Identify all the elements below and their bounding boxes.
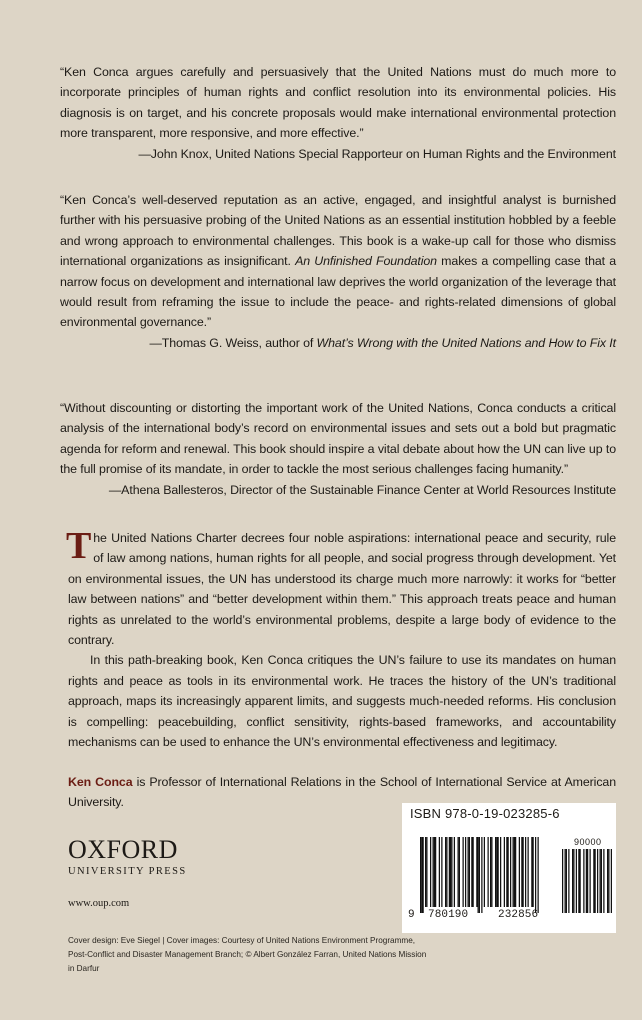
- barcode-bar: [519, 837, 520, 907]
- addon-bar: [576, 849, 577, 913]
- barcode-bar: [514, 837, 515, 907]
- barcode-bar: [521, 837, 522, 907]
- drop-cap: T: [66, 525, 92, 567]
- publisher-subtitle: UNIVERSITY PRESS: [68, 866, 187, 877]
- barcode-bar: [508, 837, 509, 907]
- barcode-bar: [454, 837, 455, 907]
- addon-bar: [601, 849, 602, 913]
- blurb-text: “Without discounting or distorting the important work of the United Nations, Conca conducts a critical analysis of the international body’s record on environmental issues and sets out a bold but pragmatic agenda for reform and renewal. This book should inspire a vital debate about how the UN can live up to the full promise of its mandate, in order to tackle the most serious challenges facing humanity.”: [60, 401, 616, 477]
- barcode-bar: [538, 837, 539, 913]
- book-title: An Unfinished Foundation: [295, 254, 437, 269]
- barcode-bar: [504, 837, 505, 907]
- barcode-bar: [479, 837, 480, 913]
- barcode-bar: [535, 837, 536, 913]
- barcode-bar: [490, 837, 491, 907]
- barcode-bar: [500, 837, 501, 907]
- author-bio-text: is Professor of International Relations in the School of International Service at American University.: [68, 775, 616, 810]
- barcode-bar: [425, 837, 426, 907]
- barcode-bar: [430, 837, 431, 907]
- addon-bar: [580, 849, 581, 913]
- attribution-book-title: What’s Wrong with the United Nations and How to Fix It: [316, 335, 616, 350]
- addon-bar: [573, 849, 574, 913]
- barcode-bar: [484, 837, 485, 907]
- barcode-bar: [423, 837, 424, 913]
- barcode-bar: [465, 837, 466, 907]
- barcode-bar: [471, 837, 472, 907]
- addon-bar: [562, 849, 563, 913]
- publisher-name: OXFORD: [68, 835, 178, 864]
- barcode-digit-first: 9: [408, 909, 415, 921]
- addon-bar: [600, 849, 601, 913]
- barcode-bar: [439, 837, 440, 907]
- barcode-bar: [433, 837, 434, 907]
- blurb-text: “Ken Conca argues carefully and persuasively that the United Nations must do much more to incorporate principles of human rights and conflict resolution into its environmental policies. His diagnosis is on target, and his concrete proposals would make international environmental protection more transparent, more responsive, and more effective.”: [60, 65, 616, 141]
- blurb-text: “Ken Conca’s well-deserved reputation as an active, engaged, and insightful analyst is burnished further with his persuasive probing of the United Nations as an essential institution hobbled by a feeble and wrong approach to environmental challenges. This book is a wake-up call for those who dismiss international organizations as insignificant.: [60, 193, 616, 269]
- barcode-bar: [481, 837, 482, 913]
- barcode-bar: [531, 837, 532, 907]
- description-paragraph-2: In this path-breaking book, Ken Conca critiques the UN’s failure to use its mandates on human rights and peace as tools in its environmental work. He traces the history of the UN’s traditional approach, maps its increasingly apparent limits, and suggests much-needed reforms. His conclusion is compelling: peacebuilding, conflict sensitivity, rights-based frameworks, and accountability mechanisms can be used to enhance the UN’s environmental effectiveness and legitimacy.: [68, 653, 616, 750]
- barcode-bar: [458, 837, 459, 907]
- barcode-bar: [463, 837, 464, 907]
- addon-bar: [586, 849, 587, 913]
- barcode-bar: [450, 837, 451, 907]
- blurb-attribution: [60, 333, 616, 353]
- addon-bar: [603, 849, 604, 913]
- barcode-bar: [488, 837, 489, 907]
- barcode-bar: [495, 837, 496, 907]
- barcode-bar: [523, 837, 524, 907]
- blurb-ballesteros: [60, 398, 616, 500]
- addon-bar: [597, 849, 598, 913]
- addon-bar: [608, 849, 609, 913]
- barcode-bar: [506, 837, 507, 907]
- barcode-bar: [449, 837, 450, 907]
- addon-bar: [572, 849, 573, 913]
- barcode-bar: [469, 837, 470, 907]
- addon-bar: [568, 849, 569, 913]
- barcode-bar: [496, 837, 497, 907]
- barcode-bar: [446, 837, 447, 907]
- barcode-bar: [473, 837, 474, 907]
- barcode-bar: [451, 837, 452, 907]
- barcode-bar: [476, 837, 477, 907]
- barcode-bar: [528, 837, 529, 907]
- book-description: [66, 525, 616, 752]
- blurb-attribution: —Athena Ballesteros, Director of the Sustainable Finance Center at World Resources Institute: [108, 482, 616, 497]
- barcode-bar: [434, 837, 435, 907]
- barcode-bar: [468, 837, 469, 907]
- barcode-bar: [459, 837, 460, 907]
- barcode-bar: [533, 837, 534, 907]
- publisher-url: www.oup.com: [68, 898, 130, 909]
- addon-bar: [578, 849, 579, 913]
- addon-bar: [590, 849, 591, 913]
- barcode-digits-left: 780190: [428, 909, 469, 921]
- barcode-bar: [510, 837, 511, 907]
- blurb-attribution: —John Knox, United Nations Special Rapporteur on Human Rights and the Environment: [138, 146, 616, 161]
- addon-bar: [593, 849, 594, 913]
- barcode-bar: [441, 837, 442, 907]
- addon-bar: [583, 849, 584, 913]
- barcode-bar: [491, 837, 492, 907]
- barcode-bar: [525, 837, 526, 907]
- addon-bar: [595, 849, 596, 913]
- addon-bar: [607, 849, 608, 913]
- barcode-bar: [426, 837, 427, 907]
- barcode-bar: [498, 837, 499, 907]
- barcode-bar: [478, 837, 479, 913]
- isbn-barcode: [402, 803, 616, 933]
- barcode-bar: [515, 837, 516, 907]
- barcode-bar: [445, 837, 446, 907]
- barcode-bar: [513, 837, 514, 907]
- publisher-logo: [68, 836, 187, 877]
- barcode-digits-right: 232856: [498, 909, 539, 921]
- description-paragraph-1: [66, 525, 616, 650]
- blurb-text-cont: makes a compelling case that a narrow focus on development and international law deprives the world organization of the leverage that would result from reframing the issue to include the peace- and rights-related dimensions of global environmental governance.”: [60, 254, 617, 330]
- barcode-bar: [435, 837, 436, 907]
- paragraph-text: he United Nations Charter decrees four noble aspirations: international peace and security, rule of law among nations, human rights for all people, and social progress through development. Yet on environmental issues, the UN has understood its charge much more narrowly: it works for “better law between nations” and “better development within them.” This approach treats peace and human rights as unrelated to the world’s environmental problems, despite a large body of evidence to the contrary.: [68, 531, 616, 648]
- addon-bar: [566, 849, 567, 913]
- blurb-weiss: [60, 190, 616, 353]
- price-code: 90000: [574, 837, 602, 847]
- blurb-knox: [60, 62, 616, 164]
- isbn-text: ISBN 978-0-19-023285-6: [410, 806, 560, 821]
- author-name: Ken Conca: [68, 775, 133, 789]
- attribution-prefix: —Thomas G. Weiss, author of: [149, 335, 317, 350]
- addon-bar: [611, 849, 612, 913]
- addon-bar: [565, 849, 566, 913]
- barcode-bar: [420, 837, 421, 913]
- addon-bar: [587, 849, 588, 913]
- cover-credits: Cover design: Eve Siegel | Cover images: Courtesy of United Nations Environment Programme, Post-Conflict and Disaster Management Branch; © Albert González Farran, United Nations Mission in Darfur: [68, 936, 427, 973]
- barcode-bar: [421, 837, 422, 913]
